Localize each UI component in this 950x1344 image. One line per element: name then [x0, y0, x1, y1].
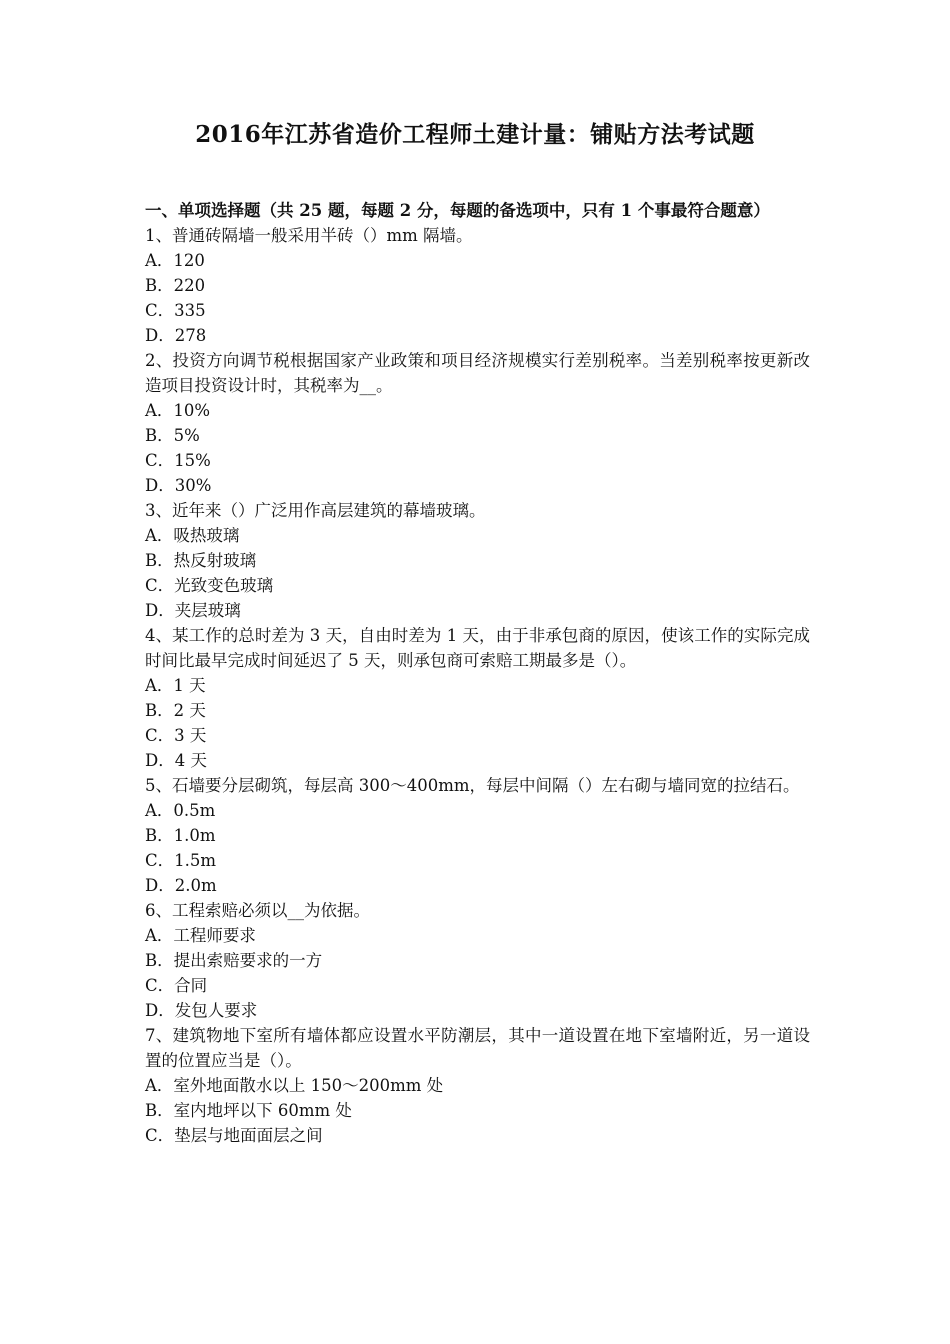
question-stem: 4、某工作的总时差为 3 天，自由时差为 1 天，由于非承包商的原因，使该工作的实际完成时间比最早完成时间延迟了 5 天，则承包商可索赔工期最多是（）。 [145, 626, 810, 670]
option-a: A．工程师要求 [145, 926, 256, 945]
question-stem: 6、工程索赔必须以__为依据。 [145, 901, 370, 920]
option-a: A．0.5m [145, 801, 216, 820]
option-c: C．垫层与地面面层之间 [145, 1126, 323, 1145]
section-heading: 一、单项选择题（共 25 题，每题 2 分，每题的备选项中，只有 1 个事最符合题意） [145, 201, 770, 220]
document-title: 2016年江苏省造价工程师土建计量：铺贴方法考试题 [195, 121, 755, 148]
option-b: B．5% [145, 426, 200, 445]
option-c: C．合同 [145, 976, 208, 995]
option-d: D．278 [145, 326, 207, 345]
document-body [145, 198, 810, 1148]
option-a: A．1 天 [145, 676, 206, 695]
option-c: C．3 天 [145, 726, 207, 745]
option-d: D．2.0m [145, 876, 217, 895]
option-a: A．室外地面散水以上 150～200mm 处 [145, 1076, 444, 1095]
option-b: B．220 [145, 276, 206, 295]
option-b: B．室内地坪以下 60mm 处 [145, 1101, 352, 1120]
question-stem: 3、近年来（）广泛用作高层建筑的幕墙玻璃。 [145, 501, 486, 520]
option-d: D．4 天 [145, 751, 207, 770]
question-3 [145, 498, 810, 623]
question-stem: 1、普通砖隔墙一般采用半砖（）mm 隔墙。 [145, 226, 473, 245]
option-a: A．120 [145, 251, 205, 270]
question-stem: 7、建筑物地下室所有墙体都应设置水平防潮层，其中一道设置在地下室墙附近，另一道设置的位置应当是（）。 [145, 1026, 810, 1070]
question-4 [145, 623, 810, 773]
question-6 [145, 898, 810, 1023]
question-stem: 2、投资方向调节税根据国家产业政策和项目经济规模实行差别税率。当差别税率按更新改造项目投资设计时，其税率为__。 [145, 351, 810, 395]
option-c: C．1.5m [145, 851, 217, 870]
option-b: B．提出索赔要求的一方 [145, 951, 323, 970]
question-7 [145, 1023, 810, 1148]
option-a: A．10% [145, 401, 211, 420]
option-d: D．夹层玻璃 [145, 601, 241, 620]
question-2 [145, 348, 810, 498]
question-5 [145, 773, 810, 898]
option-c: C．光致变色玻璃 [145, 576, 274, 595]
option-b: B．2 天 [145, 701, 206, 720]
option-c: C．15% [145, 451, 211, 470]
option-b: B．热反射玻璃 [145, 551, 257, 570]
question-1 [145, 223, 810, 348]
question-stem: 5、石墙要分层砌筑，每层高 300～400mm，每层中间隔（）左右砌与墙同宽的拉结石。 [145, 776, 800, 795]
option-d: D．发包人要求 [145, 1001, 258, 1020]
option-a: A．吸热玻璃 [145, 526, 240, 545]
option-c: C．335 [145, 301, 206, 320]
option-d: D．30% [145, 476, 212, 495]
option-b: B．1.0m [145, 826, 216, 845]
